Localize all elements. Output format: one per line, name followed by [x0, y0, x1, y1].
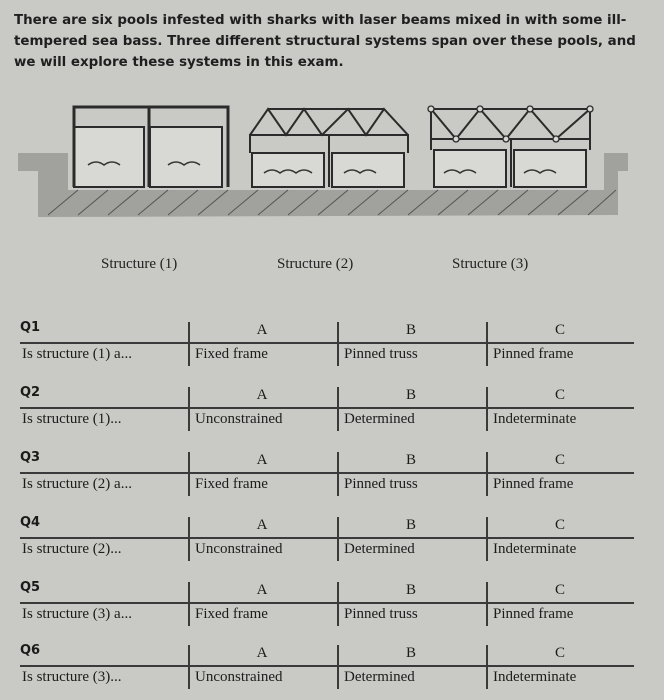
option-text: Determined — [344, 411, 415, 427]
option-c[interactable] — [486, 450, 634, 500]
option-letter: A — [256, 322, 268, 338]
question-number: Q5 — [20, 580, 41, 595]
question-number: Q2 — [20, 385, 41, 400]
option-text: Fixed frame — [195, 606, 268, 622]
option-text: Pinned truss — [344, 346, 418, 362]
pool-structures-sketch — [18, 95, 628, 255]
option-text: Indeterminate — [493, 411, 577, 427]
option-text: Determined — [344, 669, 415, 685]
question-number: Q6 — [20, 643, 41, 658]
option-b[interactable] — [337, 320, 485, 370]
question-row-q6 — [20, 643, 634, 693]
option-text: Determined — [344, 541, 415, 557]
question-text: Is structure (3)... — [22, 669, 122, 685]
question-row-q4 — [20, 515, 634, 565]
option-letter: A — [256, 645, 268, 661]
option-letter: C — [554, 517, 565, 533]
option-letter: B — [405, 387, 416, 403]
option-letter: B — [405, 322, 416, 338]
option-letter: B — [405, 517, 416, 533]
option-text: Unconstrained — [195, 541, 283, 557]
option-c[interactable] — [486, 385, 634, 435]
option-letter: C — [554, 387, 565, 403]
option-b[interactable] — [337, 580, 485, 630]
question-text: Is structure (1)... — [22, 411, 122, 427]
option-text: Pinned frame — [493, 606, 574, 622]
question-text: Is structure (2)... — [22, 541, 122, 557]
option-letter: C — [554, 582, 565, 598]
structure-3-label: Structure (3) — [452, 256, 529, 272]
question-row-q2 — [20, 385, 634, 435]
option-letter: A — [256, 582, 268, 598]
option-b[interactable] — [337, 643, 485, 693]
structure-1-label: Structure (1) — [101, 256, 178, 272]
structure-2-label: Structure (2) — [277, 256, 354, 272]
option-b[interactable] — [337, 450, 485, 500]
intro-paragraph: There are six pools infested with sharks with laser beams mixed in with some ill-tempered sea bass. Three different structural systems span over these pools, and we will explore these systems in this exam. — [14, 13, 636, 70]
question-text: Is structure (2) a... — [22, 476, 132, 492]
option-a[interactable] — [188, 385, 336, 435]
option-a[interactable] — [188, 515, 336, 565]
option-text: Pinned frame — [493, 476, 574, 492]
option-a[interactable] — [188, 320, 336, 370]
question-text: Is structure (3) a... — [22, 606, 132, 622]
question-row-q1 — [20, 320, 634, 370]
option-text: Pinned frame — [493, 346, 574, 362]
option-letter: B — [405, 582, 416, 598]
option-text: Fixed frame — [195, 346, 268, 362]
option-a[interactable] — [188, 580, 336, 630]
option-text: Unconstrained — [195, 669, 283, 685]
option-text: Pinned truss — [344, 476, 418, 492]
option-a[interactable] — [188, 643, 336, 693]
question-number: Q4 — [20, 515, 41, 530]
question-number: Q1 — [20, 320, 41, 335]
option-a[interactable] — [188, 450, 336, 500]
option-c[interactable] — [486, 515, 634, 565]
option-b[interactable] — [337, 385, 485, 435]
option-letter: B — [405, 452, 416, 468]
option-text: Fixed frame — [195, 476, 268, 492]
option-letter: A — [256, 452, 268, 468]
option-letter: A — [256, 517, 268, 533]
question-number: Q3 — [20, 450, 41, 465]
option-b[interactable] — [337, 515, 485, 565]
option-text: Unconstrained — [195, 411, 283, 427]
question-text: Is structure (1) a... — [22, 346, 132, 362]
option-letter: C — [554, 645, 565, 661]
option-letter: C — [554, 452, 565, 468]
option-text: Pinned truss — [344, 606, 418, 622]
option-c[interactable] — [486, 643, 634, 693]
option-letter: C — [554, 322, 565, 338]
option-text: Indeterminate — [493, 669, 577, 685]
option-c[interactable] — [486, 580, 634, 630]
question-row-q5 — [20, 580, 634, 630]
question-row-q3 — [20, 450, 634, 500]
option-letter: A — [256, 387, 268, 403]
option-text: Indeterminate — [493, 541, 577, 557]
option-letter: B — [405, 645, 416, 661]
option-c[interactable] — [486, 320, 634, 370]
